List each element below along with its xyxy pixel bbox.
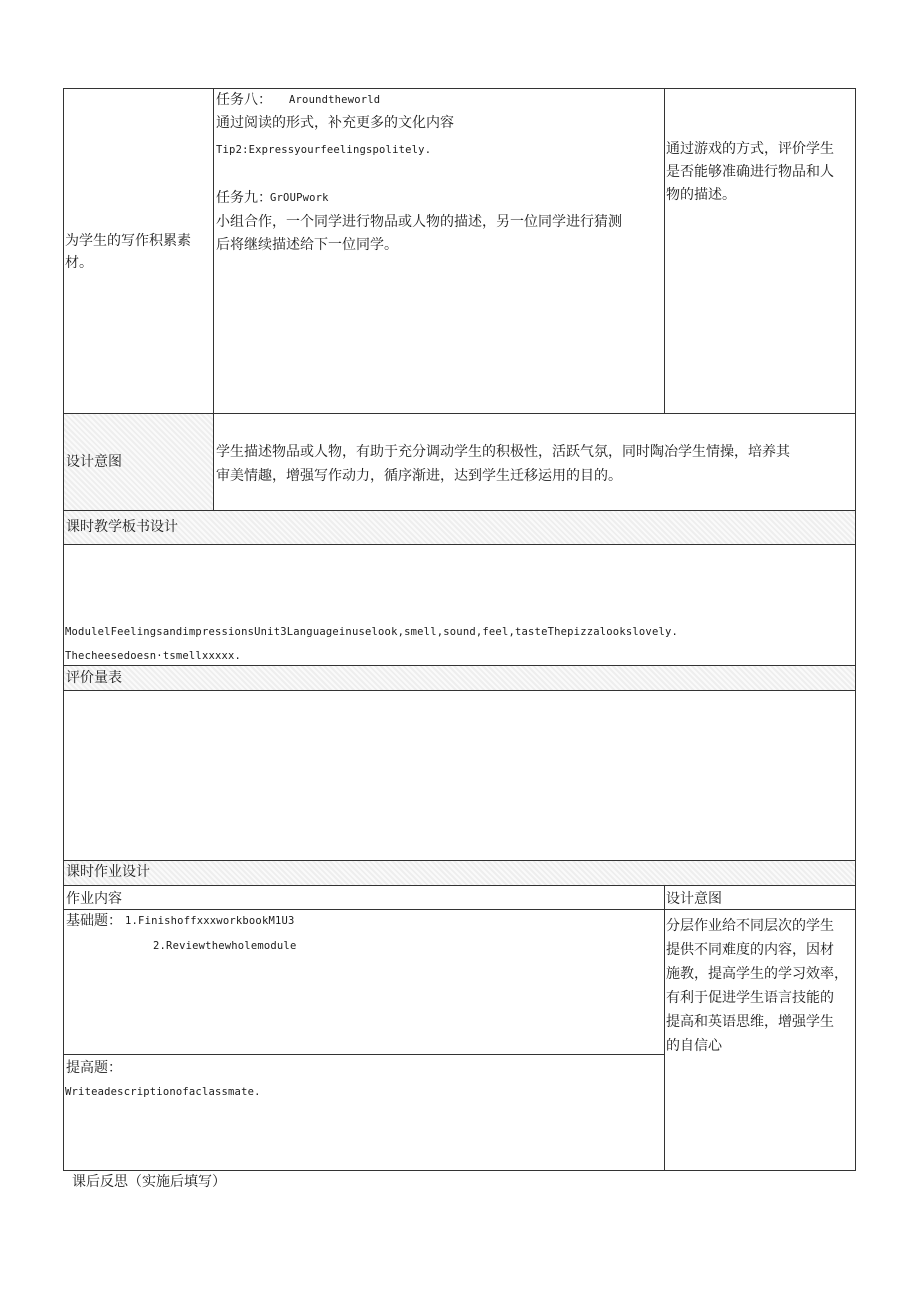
task9-title: 任务九： xyxy=(216,190,272,206)
design-intent-label: 设计意图 xyxy=(66,454,122,470)
homework-intent-line: 提供不同难度的内容，因材 xyxy=(666,942,834,958)
evaluation-scale-title: 评价量表 xyxy=(66,670,122,686)
reflection-label: 课后反思（实施后填写） xyxy=(72,1174,226,1190)
homework-intent-line: 分层作业给不同层次的学生 xyxy=(666,918,834,934)
board-design-line2: Thecheesedoesn·tsmellxxxxx. xyxy=(65,650,242,662)
homework-title: 课时作业设计 xyxy=(66,864,150,880)
board-design-header xyxy=(63,510,856,545)
evaluation-line2: 是否能够准确进行物品和人 xyxy=(666,164,834,180)
task-right-cell xyxy=(664,88,856,414)
evaluation-scale-header xyxy=(63,665,856,691)
homework-advanced-item: Writeadescriptionofaclassmate. xyxy=(65,1086,261,1098)
homework-basic-item2: 2.Reviewthewholemodule xyxy=(153,940,297,952)
homework-advanced-label: 提高题： xyxy=(66,1060,122,1076)
task9-desc-line2: 后将继续描述给下一位同学。 xyxy=(216,237,398,253)
homework-advanced-cell xyxy=(63,1054,665,1171)
task9-desc-line1: 小组合作，一个同学进行物品或人物的描述，另一位同学进行猜测 xyxy=(216,214,622,230)
left-note: 为学生的写作积累素材。 xyxy=(65,233,191,271)
task8-title: 任务八： xyxy=(216,92,272,108)
homework-intent-line: 的自信心 xyxy=(666,1038,722,1054)
homework-content-col-header xyxy=(63,885,665,910)
homework-basic-item1: 1.FinishoffxxxworkbookM1U3 xyxy=(125,915,295,927)
tip2-text: Tip2:Expressyourfeelingspolitely. xyxy=(216,144,432,156)
design-intent-line1: 学生描述物品或人物，有助于充分调动学生的积极性，活跃气氛，同时陶冶学生情操，培养其 xyxy=(216,444,790,460)
evaluation-scale-body xyxy=(63,690,856,861)
homework-intent-line: 有利于促进学生语言技能的 xyxy=(666,990,834,1006)
task8-english: Aroundtheworld xyxy=(289,94,381,106)
task8-desc: 通过阅读的形式，补充更多的文化内容 xyxy=(216,115,454,131)
task9-english: GrOUPwork xyxy=(270,192,329,204)
homework-intent-line: 提高和英语思维，增强学生 xyxy=(666,1014,834,1030)
homework-col-content: 作业内容 xyxy=(66,891,122,907)
evaluation-line1: 通过游戏的方式，评价学生 xyxy=(666,141,834,157)
board-design-title: 课时教学板书设计 xyxy=(66,519,178,535)
homework-intent-line: 施教，提高学生的学习效率， xyxy=(666,966,848,982)
board-design-line1: ModulelFeelingsandimpressionsUnit3Languageinuselook,smell,sound,feel,tasteThepizzalookslovely. xyxy=(65,626,679,638)
homework-col-intent: 设计意图 xyxy=(666,891,722,907)
design-intent-line2: 审美情趣，增强写作动力，循序渐进，达到学生迁移运用的目的。 xyxy=(216,468,622,484)
evaluation-line3: 物的描述。 xyxy=(666,187,736,203)
homework-basic-label: 基础题： xyxy=(66,913,122,929)
homework-header xyxy=(63,860,856,886)
